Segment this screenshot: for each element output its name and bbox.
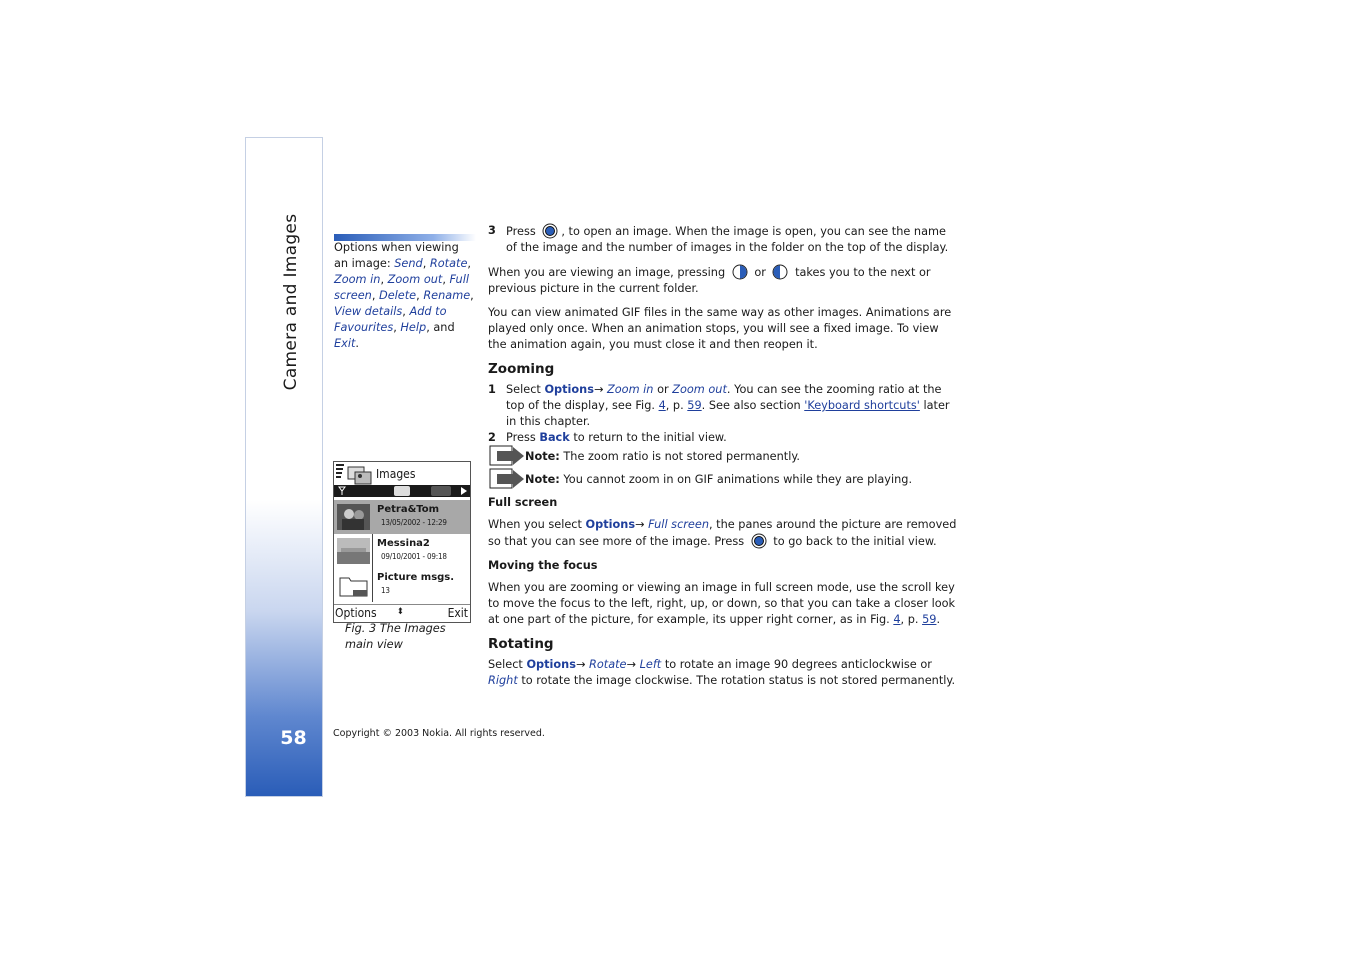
folder-icon [337,572,370,598]
side-option-full-screen[interactable]: Full screen [334,273,469,302]
gif-paragraph: You can view animated GIF files in the same way as other images. Animations are played only once. When an animation stops, you will see a fixed image. To view the animation again, you must close it and then reopen it. [488,306,952,351]
tab-arrow-right-icon [460,486,468,496]
main-content [488,223,960,697]
side-option-help[interactable]: Help [400,321,427,334]
side-option-rename[interactable]: Rename [423,289,471,302]
scroll-left-key-icon [772,264,788,280]
list-item[interactable]: Picture msgs. 13 [334,568,470,602]
note-gif-zoom: Note: You cannot zoom in on GIF animations while they are playing. [488,472,960,488]
list-item[interactable]: Messina2 09/10/2001 - 09:18 [334,534,470,568]
phone-screen-title: Images [376,467,416,481]
fig-4-link[interactable]: 4 [893,613,901,626]
zoom-step-1: 1 Select Options→ Zoom in or Zoom out. You can see the zooming ratio at the top of the display, see Fig. 4, p. 59. See also section 'Keyboard shortcuts' later in this chapter. [488,383,950,428]
photo-thumbnail-icon [337,504,370,530]
side-option-add-to-favourites[interactable]: Add to Favourites [334,305,447,334]
note-zoom-ratio: Note: The zoom ratio is not stored permanently. [488,449,960,465]
select-key-icon [542,223,558,239]
chapter-title: Camera and Images [281,213,301,391]
keyboard-shortcuts-link[interactable]: 'Keyboard shortcuts' [804,399,920,412]
scroll-right-key-icon [732,264,748,280]
full-screen-heading: Full screen [488,496,558,509]
figure-caption: Fig. 3 The Images main view [345,622,446,651]
side-option-view-details[interactable]: View details [334,305,403,318]
antenna-icon [338,486,346,496]
side-option-delete[interactable]: Delete [379,289,417,302]
note-icon [489,468,525,490]
rotating-heading: Rotating [488,636,554,652]
landscape-thumbnail-icon [337,538,370,564]
moving-focus-heading: Moving the focus [488,559,598,572]
side-note: Options when viewing an image: Send, Rotate, Zoom in, Zoom out, Full screen, Delete, Rename, View details, Add to Favourites, Help, and Exit. [334,241,474,350]
list-item[interactable]: Petra&Tom 13/05/2002 - 12:29 [334,500,470,534]
fig-4-link[interactable]: 4 [658,399,666,412]
page-number: 58 [280,727,307,749]
phone-tab-images[interactable] [394,486,410,496]
select-key-icon [751,533,767,549]
images-main-view-figure [333,461,471,623]
page-59-link[interactable]: 59 [687,399,702,412]
rotating-paragraph: Select Options→ Rotate→ Left to rotate an image 90 degrees anticlockwise or Right to rotate the image clockwise. The rotation status is not stored permanently. [488,658,956,687]
full-screen-paragraph: When you select Options→ Full screen, the panes around the picture are removed so that you can see more of the image. Press to go back to the initial view. [488,518,957,548]
scroll-indicator-icon: ⬍ [397,607,404,617]
phone-tab-other[interactable] [431,486,451,496]
phone-image-list [334,500,470,602]
images-app-icon [346,463,374,487]
side-option-zoom-in[interactable]: Zoom in [334,273,381,286]
moving-focus-paragraph: When you are zooming or viewing an image in full screen mode, use the scroll key to move the focus to the left, right, up, or down, so that you can take a closer look at one part of the picture, for example, its upper right corner, as in Fig. 4, p. 59. [488,581,956,626]
exit-softkey[interactable]: Exit [447,606,468,620]
side-option-send[interactable]: Send [394,257,423,270]
phone-header [334,462,470,486]
zoom-step-2: 2 Press Back to return to the initial view. [488,431,727,444]
copyright-footer: Copyright © 2003 Nokia. All rights reserved. [333,728,545,739]
signal-icon [335,462,345,484]
zooming-heading: Zooming [488,361,555,377]
step-3: 3 Press , to open an image. When the image is open, you can see the name of the image and the number of images in the folder on the top of the display. [488,224,949,254]
side-option-exit[interactable]: Exit [334,337,356,350]
side-option-rotate[interactable]: Rotate [429,257,468,270]
options-softkey[interactable]: Options [335,606,377,620]
next-previous-paragraph: When you are viewing an image, pressing or takes you to the next or previous picture in the current folder. [488,266,931,295]
page-59-link[interactable]: 59 [922,613,937,626]
phone-tab-bar [334,485,470,497]
side-option-zoom-out[interactable]: Zoom out [387,273,443,286]
note-icon [489,445,525,467]
